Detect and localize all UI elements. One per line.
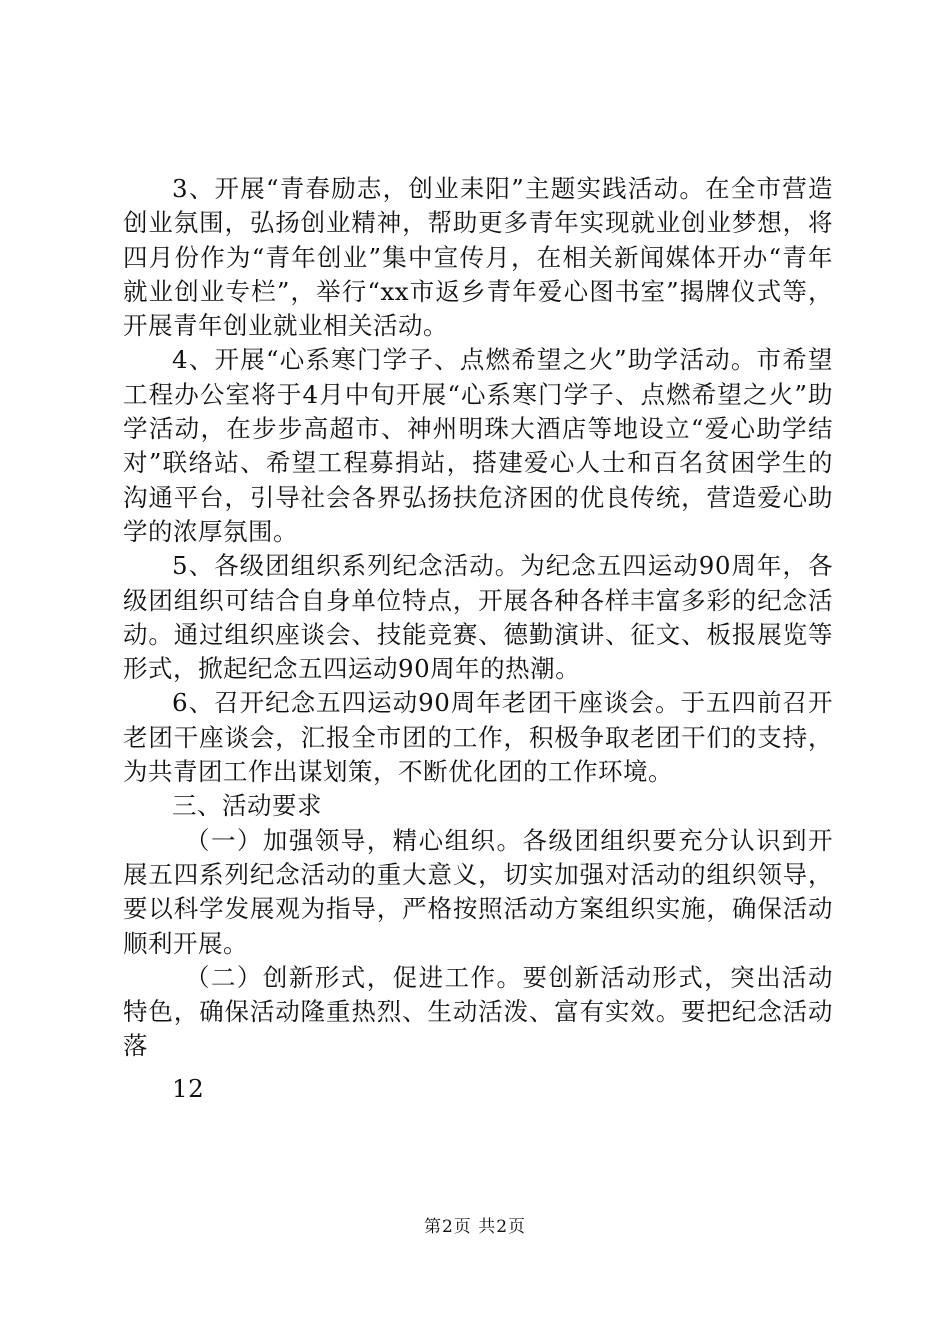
section-heading-requirements: 三、活动要求 [172,791,322,821]
paragraph-requirement-2: （二）创新形式，促进工作。要创新活动形式，突出活动特色，确保活动隆重热烈、生动活泼、富有实效。要把纪念活动落 [123,962,833,1061]
paragraph-item-5: 5、各级团组织系列纪念活动。为纪念五四运动90周年，各级团组织可结合自身单位特点，开展各种各样丰富多彩的纪念活动。通过组织座谈会、技能竞赛、德勤演讲、征文、板报展览等形式，掀起纪念五四运动90周年的热潮。 [123,551,833,684]
document-body [123,172,833,1106]
paragraph-requirement-1: （一）加强领导，精心组织。各级团组织要充分认识到开展五四系列纪念活动的重大意义，切实加强对活动的组织领导，要以科学发展观为指导，严格按照活动方案组织实施，确保活动顺利开展。 [123,825,833,958]
paragraph-item-4: 4、开展“心系寒门学子、点燃希望之火”助学活动。市希望工程办公室将于4月中旬开展“心系寒门学子、点燃希望之火”助学活动，在步步高超市、神州明珠大酒店等地设立“爱心助学结对”联络站、希望工程募捐站，搭建爱心人士和百名贫困学生的沟通平台，引导社会各界弘扬扶危济困的优良传统，营造爱心助学的浓厚氛围。 [123,345,833,546]
paragraph-item-3: 3、开展“青春励志，创业耒阳”主题实践活动。在全市营造创业氛围，弘扬创业精神，帮助更多青年实现就业创业梦想，将四月份作为“青年创业”集中宣传月，在相关新闻媒体开办“青年就业创业专栏”，举行“xx市返乡青年爱心图书室”揭牌仪式等，开展青年创业就业相关活动。 [123,174,833,341]
page-indicator: 第2页 共2页 [423,1217,527,1237]
paragraph-item-6: 6、召开纪念五四运动90周年老团干座谈会。于五四前召开老团干座谈会，汇报全市团的工作，积极争取老团干们的支持，为共青团工作出谋划策，不断优化团的工作环境。 [123,688,833,787]
inline-page-number: 12 [172,1073,205,1103]
page-footer [0,1215,950,1239]
